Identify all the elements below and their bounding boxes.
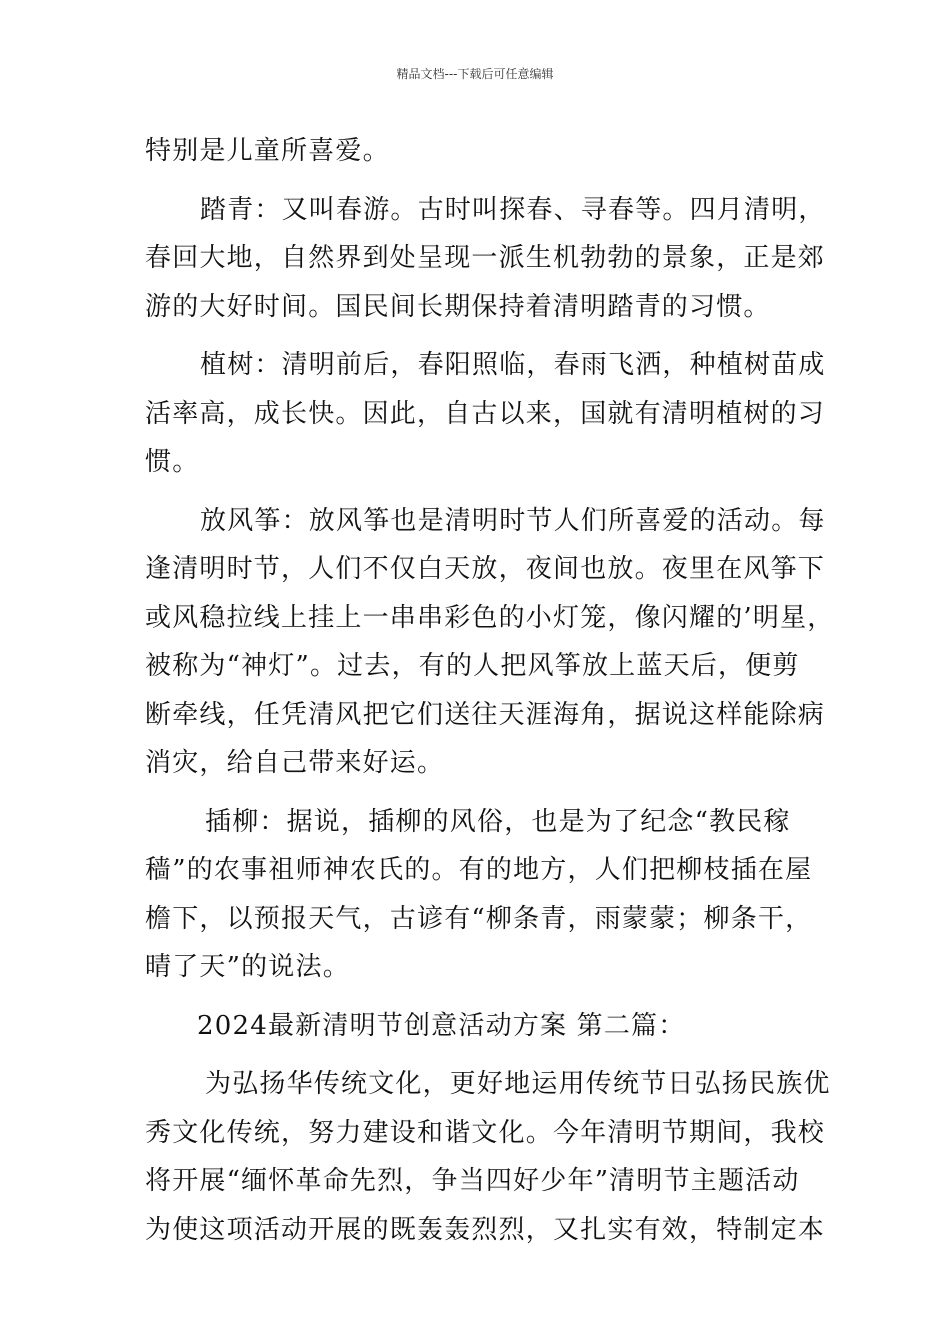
text-line: 踏青：又叫春游。古时叫探春、寻春等。四月清明， (200, 194, 826, 225)
section-title: 2024最新清明节创意活动方案 第二篇： (197, 1010, 686, 1041)
paragraph-chaliu (145, 798, 825, 992)
text-line: 檐下，以预报天气，古谚有“柳条青，雨蒙蒙；柳条干， (145, 903, 813, 934)
text-line: 秀文化传统，努力建设和谐文化。今年清明节期间，我校 (145, 1117, 826, 1148)
page-header: 精品文档---下载后可任意编辑 (396, 67, 554, 81)
text-line: 活率高，成长快。因此，自古以来，国就有清明植树的习 (145, 398, 826, 429)
text-line: 特别是儿童所喜爱。 (145, 136, 390, 166)
paragraph-zhishu (145, 341, 825, 487)
text-line: 惯。 (145, 447, 200, 477)
text-line: 春回大地，自然界到处呈现一派生机勃勃的景象，正是郊 (145, 243, 826, 273)
text-line: 或风稳拉线上挂上一串串彩色的小灯笼，像闪耀的’明星， (145, 602, 835, 633)
text-line: 插柳：据说，插柳的风俗，也是为了纪念“教民稼 (205, 806, 791, 837)
section-heading-second (145, 1002, 825, 1051)
text-line: 晴了天”的说法。 (145, 952, 350, 982)
text-line: 穑”的农事祖师神农氏的。有的地方，人们把柳枝插在屋 (145, 855, 813, 885)
text-line: 断牵线，任凭清风把它们送往天涯海角，据说这样能除病 (145, 699, 826, 730)
paragraph-second-intro (145, 1060, 831, 1254)
text-line: 被称为“神灯”。过去，有的人把风筝放上蓝天后，便剪 (145, 651, 800, 681)
text-line: 放风筝：放风筝也是清明时节人们所喜爱的活动。每 (200, 505, 826, 536)
text-line: 消灾，给自己带来好运。 (145, 748, 445, 778)
text-line: 逢清明时节，人们不仅白天放，夜间也放。夜里在风筝下 (145, 554, 826, 584)
text-line: 游的大好时间。国民间长期保持着清明踏青的习惯。 (145, 291, 771, 322)
text-line: 将开展“缅怀革命先烈，争当四好少年”清明节主题活动 (145, 1166, 800, 1196)
paragraph-fengzheng (145, 497, 835, 788)
text-line: 植树：清明前后，春阳照临，春雨飞洒，种植树苗成 (200, 350, 826, 380)
text-line: 为弘扬华传统文化，更好地运用传统节日弘扬民族优 (205, 1069, 831, 1099)
paragraph-children-favorite (145, 127, 825, 176)
document-body (145, 127, 835, 1254)
paragraph-taqing (145, 186, 825, 332)
text-line: 为使这项活动开展的既轰轰烈烈，又扎实有效，特制定本 (145, 1214, 826, 1245)
